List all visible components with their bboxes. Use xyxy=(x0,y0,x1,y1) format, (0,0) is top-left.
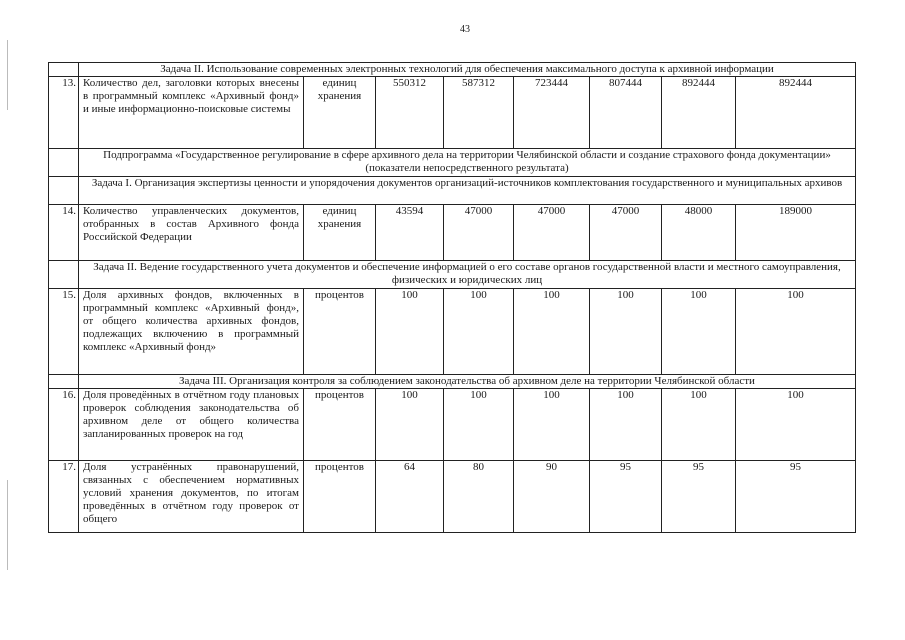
table-row-16 xyxy=(49,389,856,461)
table-row-14 xyxy=(49,205,856,261)
value-cell: 100 xyxy=(662,389,736,461)
unit-of-measure: процентов xyxy=(304,289,376,375)
scan-edge-line-top xyxy=(7,40,8,110)
indicator-name: Доля проведённых в отчётном году плановых проверок соблюдения законодательства об архивном деле от общего количества запланированных проверок на год xyxy=(79,389,304,461)
row-number: 13. xyxy=(49,77,79,149)
value-cell: 100 xyxy=(376,389,444,461)
value-cell: 80 xyxy=(444,461,514,533)
value-cell: 47000 xyxy=(590,205,662,261)
value-cell: 807444 xyxy=(590,77,662,149)
scan-edge-line-bottom xyxy=(7,480,8,570)
value-cell: 892444 xyxy=(662,77,736,149)
value-cell: 100 xyxy=(376,289,444,375)
value-cell: 90 xyxy=(514,461,590,533)
value-cell: 100 xyxy=(444,389,514,461)
row-number: 16. xyxy=(49,389,79,461)
value-cell: 100 xyxy=(662,289,736,375)
value-cell: 95 xyxy=(736,461,856,533)
indicator-name: Доля архивных фондов, включенных в программный комплекс «Архивный фонд», от общего количества архивных фондов, подлежащих включению в программный комплекс «Архивный фонд» xyxy=(79,289,304,375)
section-title: Задача II. Ведение государственного учета документов и обеспечение информацией о его составе органов государственной власти и местного самоуправления, физических и юридических лиц xyxy=(79,261,856,289)
value-cell: 100 xyxy=(590,389,662,461)
value-cell: 48000 xyxy=(662,205,736,261)
row-number: 14. xyxy=(49,205,79,261)
row-number: 15. xyxy=(49,289,79,375)
section-num-cell xyxy=(49,261,79,289)
indicator-name: Доля устранённых правонарушений, связанных с обеспечением нормативных условий хранения документов, по итогам проведённых в отчётном году проверок от общего xyxy=(79,461,304,533)
value-cell: 64 xyxy=(376,461,444,533)
section-title: Подпрограмма «Государственное регулирование в сфере архивного дела на территории Челябинской области и создание страхового фонда документации» (показатели непосредственного результата) xyxy=(79,149,856,177)
row-number: 17. xyxy=(49,461,79,533)
table-row-17 xyxy=(49,461,856,533)
unit-of-measure: единиц хранения xyxy=(304,205,376,261)
table-row-13 xyxy=(49,77,856,149)
unit-of-measure: процентов xyxy=(304,461,376,533)
value-cell: 47000 xyxy=(514,205,590,261)
section-row-task2-accounting xyxy=(49,261,856,289)
section-title: Задача II. Использование современных электронных технологий для обеспечения максимального доступа к архивной информации xyxy=(79,63,856,77)
indicator-name: Количество управленческих документов, отобранных в состав Архивного фонда Российской Федерации xyxy=(79,205,304,261)
section-row-task2-electronic xyxy=(49,63,856,77)
value-cell: 100 xyxy=(514,389,590,461)
value-cell: 100 xyxy=(736,389,856,461)
section-row-subprogram xyxy=(49,149,856,177)
unit-of-measure: единиц хранения xyxy=(304,77,376,149)
value-cell: 189000 xyxy=(736,205,856,261)
value-cell: 100 xyxy=(444,289,514,375)
section-row-task1-expertise xyxy=(49,177,856,205)
value-cell: 550312 xyxy=(376,77,444,149)
indicators-table xyxy=(48,62,856,533)
page-number: 43 xyxy=(460,24,470,35)
section-num-cell xyxy=(49,63,79,77)
value-cell: 95 xyxy=(590,461,662,533)
value-cell: 95 xyxy=(662,461,736,533)
value-cell: 892444 xyxy=(736,77,856,149)
section-title: Задача III. Организация контроля за соблюдением законодательства об архивном деле на территории Челябинской области xyxy=(79,375,856,389)
value-cell: 47000 xyxy=(444,205,514,261)
value-cell: 43594 xyxy=(376,205,444,261)
value-cell: 100 xyxy=(514,289,590,375)
unit-of-measure: процентов xyxy=(304,389,376,461)
value-cell: 587312 xyxy=(444,77,514,149)
section-row-task3-control xyxy=(49,375,856,389)
section-num-cell xyxy=(49,149,79,177)
section-title: Задача I. Организация экспертизы ценности и упорядочения документов организаций-источников комплектования государственного и муниципальных архивов xyxy=(79,177,856,205)
value-cell: 100 xyxy=(736,289,856,375)
value-cell: 723444 xyxy=(514,77,590,149)
table-row-15 xyxy=(49,289,856,375)
indicator-name: Количество дел, заголовки которых внесены в программный комплекс «Архивный фонд» и иные информационно-поисковые системы xyxy=(79,77,304,149)
section-num-cell xyxy=(49,375,79,389)
section-num-cell xyxy=(49,177,79,205)
value-cell: 100 xyxy=(590,289,662,375)
